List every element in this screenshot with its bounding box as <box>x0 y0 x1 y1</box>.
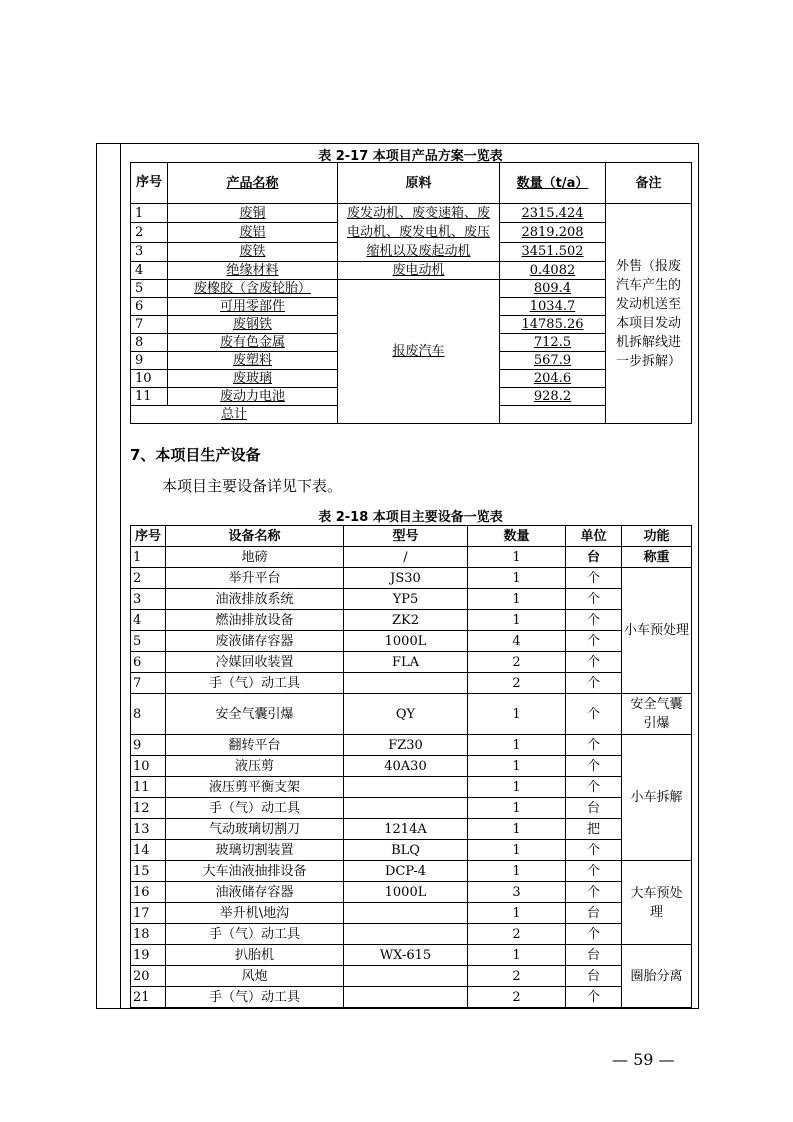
cell-seq: 4 <box>131 610 166 631</box>
cell-name: 气动玻璃切割刀 <box>166 819 344 840</box>
cell-name: 废塑料 <box>168 352 338 370</box>
cell-model <box>344 987 468 1008</box>
cell-seq: 3 <box>131 589 166 610</box>
cell-seq: 14 <box>131 840 166 861</box>
cell-name: 扒胎机 <box>166 945 344 966</box>
cell-model <box>344 924 468 945</box>
cell-model: FZ30 <box>344 735 468 756</box>
cell-unit: 把 <box>566 819 622 840</box>
cell-model: QY <box>344 694 468 735</box>
cell-name: 废玻璃 <box>168 370 338 388</box>
cell-qty: 2315.424 <box>500 204 606 223</box>
cell-seq: 11 <box>131 388 168 406</box>
header-seq: 序号 <box>131 526 166 547</box>
header-raw-material: 原料 <box>338 163 500 204</box>
cell-qty: 0.4082 <box>500 262 606 280</box>
cell-name: 手（气）动工具 <box>166 924 344 945</box>
cell-unit: 个 <box>566 735 622 756</box>
table-row <box>131 756 692 777</box>
cell-unit: 个 <box>566 589 622 610</box>
cell-name: 废铜 <box>168 204 338 223</box>
cell-qty: 14785.26 <box>500 316 606 334</box>
table-row <box>131 589 692 610</box>
cell-name: 安全气囊引爆 <box>166 694 344 735</box>
cell-seq: 9 <box>131 352 168 370</box>
header-product-name: 产品名称 <box>168 163 338 204</box>
cell-name: 翻转平台 <box>166 735 344 756</box>
table-row <box>131 924 692 945</box>
cell-qty: 1 <box>468 547 566 568</box>
cell-unit: 个 <box>566 631 622 652</box>
cell-model: BLQ <box>344 840 468 861</box>
cell-name: 废动力电池 <box>168 388 338 406</box>
cell-name: 大车油液抽排设备 <box>166 861 344 882</box>
cell-unit: 个 <box>566 694 622 735</box>
cell-unit: 个 <box>566 673 622 694</box>
cell-seq: 18 <box>131 924 166 945</box>
cell-unit: 个 <box>566 568 622 589</box>
table-header-row <box>131 163 692 204</box>
cell-seq: 17 <box>131 903 166 924</box>
raw-group-engines: 废发动机、废变速箱、废电动机、废发电机、废压缩机以及废起动机 <box>338 204 500 262</box>
cell-seq: 20 <box>131 966 166 987</box>
cell-name: 玻璃切割装置 <box>166 840 344 861</box>
table-2-18-caption: 表 2-18 本项目主要设备一览表 <box>318 510 503 525</box>
table-row <box>131 840 692 861</box>
cell-qty: 1 <box>468 840 566 861</box>
cell-model: 1000L <box>344 882 468 903</box>
table-row <box>131 652 692 673</box>
cell-name: 液压剪 <box>166 756 344 777</box>
cell-name: 废铁 <box>168 242 338 261</box>
cell-name: 手（气）动工具 <box>166 673 344 694</box>
cell-model <box>344 777 468 798</box>
cell-seq: 5 <box>131 631 166 652</box>
cell-qty: 1 <box>468 861 566 882</box>
cell-model <box>344 673 468 694</box>
table-row <box>131 547 692 568</box>
cell-qty: 2 <box>468 673 566 694</box>
cell-seq: 8 <box>131 694 166 735</box>
cell-name: 废有色金属 <box>168 334 338 352</box>
header-model: 型号 <box>344 526 468 547</box>
table-row <box>131 966 692 987</box>
table-row <box>131 903 692 924</box>
cell-name: 风炮 <box>166 966 344 987</box>
cell-name: 废橡胶（含废轮胎） <box>168 280 338 298</box>
cell-seq: 4 <box>131 262 168 280</box>
header-note: 备注 <box>606 163 692 204</box>
cell-seq: 9 <box>131 735 166 756</box>
table-row <box>131 568 692 589</box>
cell-unit: 个 <box>566 756 622 777</box>
cell-qty: 567.9 <box>500 352 606 370</box>
cell-qty: 1 <box>468 694 566 735</box>
table-header-row <box>131 526 692 547</box>
cell-seq: 8 <box>131 334 168 352</box>
table-row <box>131 694 692 735</box>
cell-model: DCP-4 <box>344 861 468 882</box>
table-row <box>131 204 692 223</box>
function-tire-separation: 圈胎分离 <box>622 945 692 1008</box>
cell-model: 40A30 <box>344 756 468 777</box>
cell-qty: 4 <box>468 631 566 652</box>
total-spacer <box>500 406 606 424</box>
cell-qty: 1 <box>468 589 566 610</box>
header-quantity: 数量 <box>468 526 566 547</box>
cell-model: ZK2 <box>344 610 468 631</box>
cell-qty: 2 <box>468 924 566 945</box>
cell-seq: 5 <box>131 280 168 298</box>
cell-name: 液压剪平衡支架 <box>166 777 344 798</box>
cell-seq: 16 <box>131 882 166 903</box>
cell-seq: 2 <box>131 223 168 242</box>
table-row <box>131 798 692 819</box>
cell-qty: 1 <box>468 903 566 924</box>
cell-qty: 1 <box>468 568 566 589</box>
cell-qty: 3 <box>468 882 566 903</box>
cell-name: 废钢铁 <box>168 316 338 334</box>
cell-seq: 7 <box>131 673 166 694</box>
cell-model: WX-615 <box>344 945 468 966</box>
cell-seq: 15 <box>131 861 166 882</box>
cell-name: 废铝 <box>168 223 338 242</box>
cell-model: 1000L <box>344 631 468 652</box>
cell-name: 可用零部件 <box>168 298 338 316</box>
total-label: 总计 <box>131 406 338 424</box>
cell-qty: 1 <box>468 819 566 840</box>
cell-qty: 1 <box>468 945 566 966</box>
cell-name: 油液储存容器 <box>166 882 344 903</box>
table-row <box>131 673 692 694</box>
cell-name: 手（气）动工具 <box>166 798 344 819</box>
cell-qty: 1 <box>468 735 566 756</box>
section-title: 7、本项目生产设备 <box>130 446 261 464</box>
cell-qty: 2 <box>468 987 566 1008</box>
frame-divider <box>120 143 121 1009</box>
cell-unit: 个 <box>566 777 622 798</box>
cell-name: 燃油排放设备 <box>166 610 344 631</box>
cell-model: / <box>344 547 468 568</box>
table-row <box>131 777 692 798</box>
cell-unit: 台 <box>566 945 622 966</box>
function-small-car-dismantling: 小车拆解 <box>622 735 692 861</box>
cell-seq: 7 <box>131 316 168 334</box>
cell-name: 举升平台 <box>166 568 344 589</box>
cell-qty: 928.2 <box>500 388 606 406</box>
cell-seq: 21 <box>131 987 166 1008</box>
note-cell: 外售（报废汽车产生的发动机送至本项目发动机拆解线进一步拆解） <box>606 204 692 424</box>
table-row <box>131 610 692 631</box>
table-row <box>131 861 692 882</box>
function-small-car-pretreatment: 小车预处理 <box>622 568 692 694</box>
function-airbag-detonation: 安全气囊引爆 <box>622 694 692 735</box>
page-number: — 59 — <box>612 1050 675 1069</box>
cell-qty: 2819.208 <box>500 223 606 242</box>
table-row <box>131 631 692 652</box>
header-quantity: 数量（t/a） <box>500 163 606 204</box>
equipment-table <box>130 525 692 1008</box>
raw-group-motor: 废电动机 <box>338 262 500 280</box>
cell-model: FLA <box>344 652 468 673</box>
cell-unit: 个 <box>566 840 622 861</box>
cell-qty: 1 <box>468 610 566 631</box>
cell-model: JS30 <box>344 568 468 589</box>
table-2-17-caption: 表 2-17 本项目产品方案一览表 <box>318 149 503 164</box>
header-function: 功能 <box>622 526 692 547</box>
cell-seq: 1 <box>131 204 168 223</box>
cell-seq: 13 <box>131 819 166 840</box>
cell-qty: 2 <box>468 966 566 987</box>
cell-name: 绝缘材料 <box>168 262 338 280</box>
cell-unit: 个 <box>566 610 622 631</box>
cell-unit: 个 <box>566 652 622 673</box>
cell-qty: 712.5 <box>500 334 606 352</box>
header-unit: 单位 <box>566 526 622 547</box>
cell-seq: 1 <box>131 547 166 568</box>
function-large-car-pretreatment: 大车预处理 <box>622 861 692 945</box>
table-row <box>131 735 692 756</box>
cell-name: 油液排放系统 <box>166 589 344 610</box>
cell-seq: 19 <box>131 945 166 966</box>
cell-unit: 台 <box>566 903 622 924</box>
cell-qty: 1 <box>468 756 566 777</box>
cell-seq: 6 <box>131 652 166 673</box>
cell-seq: 10 <box>131 370 168 388</box>
table-row <box>131 882 692 903</box>
cell-unit: 台 <box>566 798 622 819</box>
cell-unit: 个 <box>566 987 622 1008</box>
cell-qty: 3451.502 <box>500 242 606 261</box>
table-row <box>131 987 692 1008</box>
cell-model <box>344 798 468 819</box>
table-row <box>131 945 692 966</box>
cell-qty: 809.4 <box>500 280 606 298</box>
intro-text: 本项目主要设备详见下表。 <box>162 477 343 495</box>
cell-name: 地磅 <box>166 547 344 568</box>
cell-model <box>344 966 468 987</box>
cell-seq: 10 <box>131 756 166 777</box>
cell-unit: 个 <box>566 861 622 882</box>
cell-unit: 台 <box>566 547 622 568</box>
cell-name: 废液储存容器 <box>166 631 344 652</box>
cell-name: 冷媒回收装置 <box>166 652 344 673</box>
header-seq: 序号 <box>131 163 168 204</box>
cell-unit: 台 <box>566 966 622 987</box>
raw-group-scrap-vehicle: 报废汽车 <box>338 280 500 424</box>
cell-qty: 2 <box>468 652 566 673</box>
cell-unit: 个 <box>566 882 622 903</box>
cell-model: 1214A <box>344 819 468 840</box>
cell-name: 手（气）动工具 <box>166 987 344 1008</box>
cell-qty: 204.6 <box>500 370 606 388</box>
cell-seq: 11 <box>131 777 166 798</box>
cell-seq: 12 <box>131 798 166 819</box>
cell-name: 举升机\地沟 <box>166 903 344 924</box>
function-weighing: 称重 <box>622 547 692 568</box>
cell-seq: 6 <box>131 298 168 316</box>
header-equipment-name: 设备名称 <box>166 526 344 547</box>
cell-qty: 1 <box>468 798 566 819</box>
cell-seq: 3 <box>131 242 168 261</box>
cell-unit: 个 <box>566 924 622 945</box>
cell-model <box>344 903 468 924</box>
table-row <box>131 819 692 840</box>
cell-qty: 1 <box>468 777 566 798</box>
cell-model: YP5 <box>344 589 468 610</box>
cell-qty: 1034.7 <box>500 298 606 316</box>
product-plan-table <box>130 162 692 424</box>
cell-seq: 2 <box>131 568 166 589</box>
